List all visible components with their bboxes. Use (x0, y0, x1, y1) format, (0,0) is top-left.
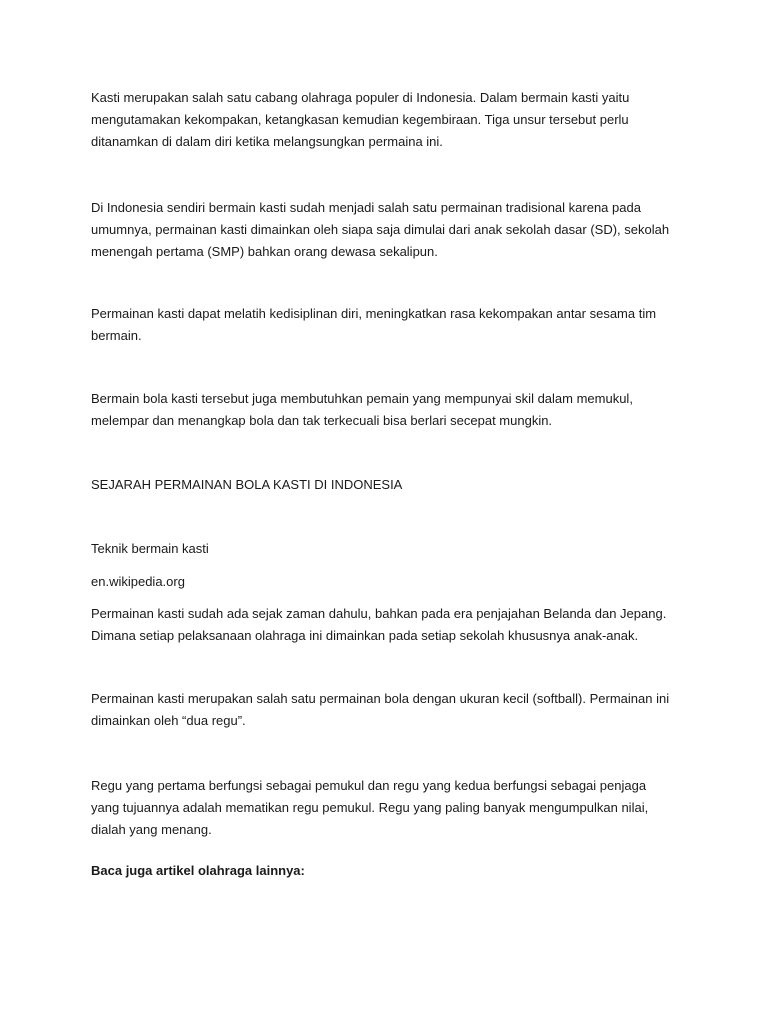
paragraph-skills: Bermain bola kasti tersebut juga membutuhkan pemain yang mempunyai skil dalam memukul, melempar dan menangkap bola dan tak terkecuali bisa berlari secepat mungkin. (91, 391, 633, 428)
section-heading-history: SEJARAH PERMAINAN BOLA KASTI DI INDONESIA (91, 477, 403, 492)
paragraph-two-teams: Permainan kasti merupakan salah satu permainan bola dengan ukuran kecil (softball). Permainan ini dimainkan oleh “dua regu”. (91, 691, 670, 728)
source-caption: en.wikipedia.org (91, 574, 185, 589)
paragraph-intro: Kasti merupakan salah satu cabang olahraga populer di Indonesia. Dalam bermain kasti yaitu mengutamakan kekompakan, ketangkasan kemudian kegembiraan. Tiga unsur tersebut perlu ditanamkan di dalam diri ketika melangsungkan permaina ini. (91, 90, 630, 149)
subheading-technique: Teknik bermain kasti (91, 541, 209, 556)
read-also-label: Baca juga artikel olahraga lainnya: (91, 863, 305, 878)
paragraph-team-roles: Regu yang pertama berfungsi sebagai pemukul dan regu yang kedua berfungsi sebagai penjaga yang tujuannya adalah mematikan regu pemukul. Regu yang paling banyak mengumpulkan nilai, dialah yang menang. (91, 778, 649, 837)
paragraph-history: Permainan kasti sudah ada sejak zaman dahulu, bahkan pada era penjajahan Belanda dan Jepang. Dimana setiap pelaksanaan olahraga ini dimainkan pada setiap sekolah khususnya anak-anak. (91, 606, 667, 643)
paragraph-discipline: Permainan kasti dapat melatih kedisiplinan diri, meningkatkan rasa kekompakan antar sesama tim bermain. (91, 306, 657, 343)
paragraph-tradition: Di Indonesia sendiri bermain kasti sudah menjadi salah satu permainan tradisional karena pada umumnya, permainan kasti dimainkan oleh siapa saja dimulai dari anak sekolah dasar (SD), sekolah menengah pertama (SMP) bahkan orang dewasa sekalipun. (91, 200, 670, 259)
